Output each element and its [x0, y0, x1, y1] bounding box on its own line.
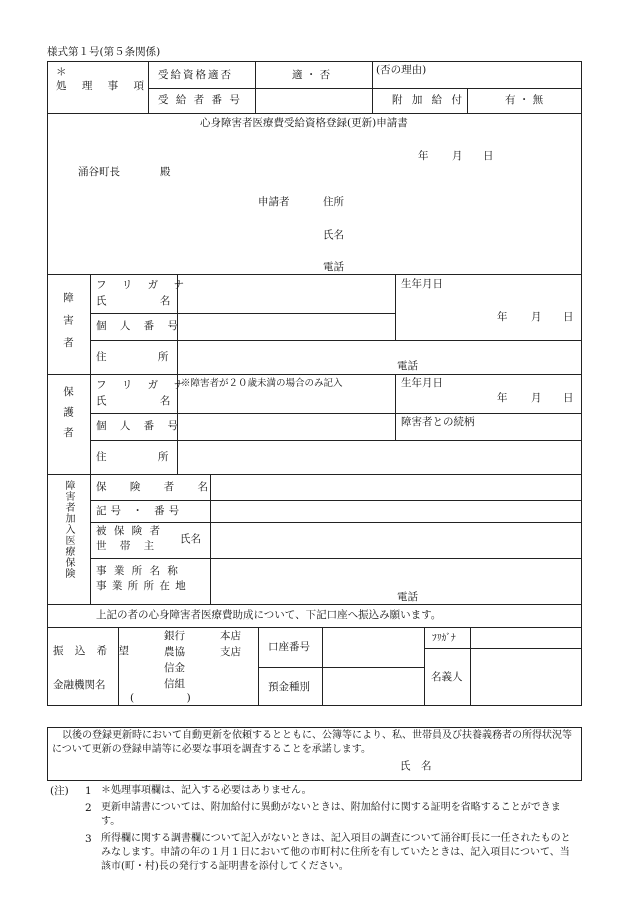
holder-furigana-label: ﾌﾘｶﾞﾅ [432, 633, 456, 644]
note-3: 所得欄に関する調書欄について記入がないときは、記入項目の調査について涌谷町長に一任されたものとみなします。申請の年の１月１日において他の市町村に住所を有していたときは、記入項目について、当該市(町・村)長の発行する証明書を添付してください。 [101, 833, 571, 872]
office-name-label: 事 業 所 名 称 [96, 565, 180, 577]
bank-statement: 上記の者の心身障害者医療費助成について、下記口座へ振込み願います。 [96, 609, 442, 621]
consent-text: 以後の登録更新時において自動更新を依頼するとともに、公簿等により、私、世帯員及び扶養義務者の所得状況等について更新の登録申請等に必要な事項を調査することを承諾します。 [52, 730, 572, 755]
processing-star: ＊ [56, 66, 67, 78]
denial-reason-label: (否の理由) [376, 64, 427, 76]
guardian-birthdate-label: 生年月日 [401, 377, 443, 389]
insured-label: 被 保 険 者 [96, 525, 163, 537]
disabled-birth-month: 月 [531, 311, 542, 323]
bank-paren: ( ) [130, 692, 191, 704]
branch-office: 支店 [220, 646, 241, 658]
institution-label: 金融機関名 [53, 679, 106, 691]
account-number-label: 口座番号 [268, 641, 310, 653]
office-address-label: 事 業 所 所 在 地 [96, 580, 187, 592]
guardian-furigana-label: フ リ ガ ナ [96, 379, 191, 391]
transfer-label: 振 込 希 望 [53, 645, 134, 657]
insurance-phone-label: 電話 [397, 591, 418, 603]
disabled-personal-number-label: 個 人 番 号 [96, 320, 184, 332]
applicant-address-label: 住所 [323, 196, 344, 208]
notes-prefix: (注) [50, 785, 69, 797]
symbol-number-label: 記号 ・ 番号 [96, 505, 184, 517]
disabled-name-label [96, 295, 172, 308]
bank-type-agri: 農協 [164, 646, 185, 658]
disabled-section-label: 障害者 [62, 292, 74, 360]
bank-type-bank: 銀行 [164, 630, 185, 642]
supplement-value: 有 ・ 無 [505, 94, 544, 106]
insurance-section-label: 障害者加入医療保険 [63, 480, 74, 579]
note-2-number: 2 [85, 802, 92, 814]
deposit-type-label: 預金種別 [268, 681, 310, 693]
guardian-relationship-label: 障害者との続柄 [401, 416, 475, 428]
guardian-birth-year: 年 [497, 392, 508, 404]
guardian-birth-month: 月 [531, 392, 542, 404]
supplement-label: 附 加 給 付 [392, 94, 466, 106]
guardian-address-label: 住 所 [96, 451, 169, 463]
recipient-number-label: 受 給 者 番 号 [158, 94, 242, 106]
note-1-number: 1 [85, 785, 92, 797]
head-office: 本店 [220, 630, 241, 642]
form-number: 様式第１号(第５条関係) [47, 46, 161, 58]
header-date-year: 年 [418, 150, 429, 162]
header-date-month: 月 [452, 150, 463, 162]
applicant-name-label: 氏名 [323, 229, 344, 241]
insured-name-label: 氏名 [180, 533, 201, 545]
holder-label: 名義人 [431, 671, 463, 683]
disabled-birthdate-label: 生年月日 [401, 278, 443, 290]
note-2: 更新申請書については、附加給付に異動がないときは、附加給付に関する証明を省略することができます。 [101, 802, 561, 827]
guardian-note: ※障害者が２０歳未満の場合のみ記入 [181, 378, 343, 389]
disabled-birth-year: 年 [497, 311, 508, 323]
consent-name-label: 氏 名 [400, 760, 432, 772]
disabled-address-label: 住 所 [96, 351, 169, 363]
applicant-label: 申請者 [258, 196, 290, 208]
disabled-phone-label: 電話 [397, 360, 418, 372]
eligibility-label: 受給資格適否 [158, 69, 233, 81]
form-title: 心身障害者医療費受給資格登録(更新)申請書 [200, 117, 408, 129]
guardian-section-label: 保護者 [62, 386, 74, 448]
guardian-name-label: 氏 名 [96, 395, 171, 407]
guardian-personal-number-label: 個 人 番 号 [96, 420, 184, 432]
insurer-name-label: 保 険 者 名 [96, 481, 219, 493]
bank-type-credit-union: 信組 [164, 678, 185, 690]
note-1: ＊処理事項欄は、記入する必要はありません。 [101, 785, 312, 796]
header-date-day: 日 [483, 150, 494, 162]
bank-type-credit: 信金 [164, 662, 185, 674]
addressee: 涌谷町長 [78, 166, 120, 178]
householder-label: 世 帯 主 [96, 540, 160, 552]
disabled-furigana-label: フ リ ガ ナ [96, 279, 191, 291]
guardian-birth-day: 日 [563, 392, 574, 404]
eligibility-value: 適 ・ 否 [292, 69, 331, 81]
applicant-phone-label: 電話 [323, 261, 344, 273]
note-3-number: 3 [85, 833, 92, 845]
disabled-name-label-text: 氏 名 [96, 295, 171, 307]
processing-label: 処 理 事 項 [56, 80, 151, 92]
disabled-birth-day: 日 [563, 311, 574, 323]
addressee-honorific: 殿 [160, 166, 171, 178]
